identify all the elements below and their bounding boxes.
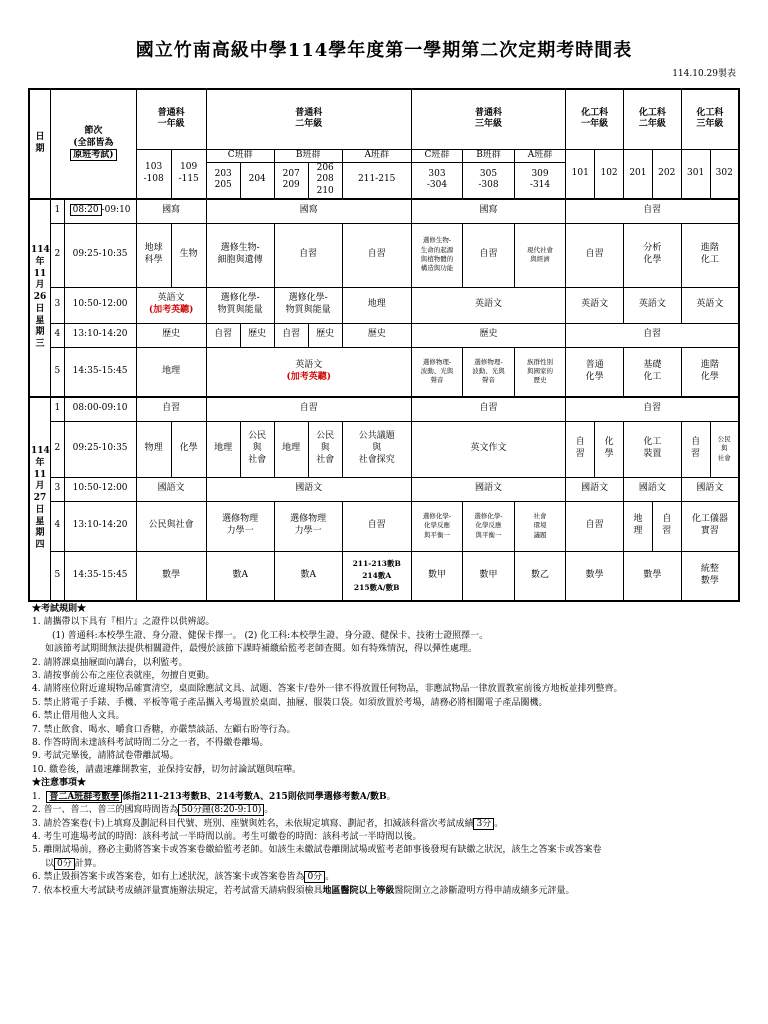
c-group-header: C班群	[411, 149, 463, 162]
exam-cell: 選修物理 力學一	[206, 501, 274, 551]
exam-cell: 自習	[566, 397, 739, 421]
header-hg1: 化工科 一年級	[566, 89, 624, 149]
rule-item: 9. 考試完畢後，請將試卷帶離試場。	[32, 751, 179, 762]
exam-cell: 自習	[274, 323, 308, 347]
exam-cell: 國語文	[136, 477, 206, 501]
rule-item: 2. 請將課桌抽屜面向講台，以利監考。	[32, 657, 188, 668]
exam-cell: 自習	[136, 397, 206, 421]
exam-cell: 數甲	[411, 551, 463, 601]
exam-cell: 統整 數學	[681, 551, 739, 601]
note-item: 5. 離開試場前，務必主動將答案卡或答案卷繳給監考老師。如該生未繳試卷離開試場或監考老師事後發現有缺繳之狀況，該生之答案卡或答案卷	[32, 845, 602, 856]
period-time: 08:00-09:10	[64, 397, 136, 421]
class-cell: 203 205	[206, 162, 240, 199]
day1-date: 114 年 11 月 26 日 星 期 三	[29, 199, 51, 397]
exam-cell: 地 理	[624, 501, 653, 551]
note-item: 以 0分 計算。	[45, 858, 102, 869]
exam-cell: 選修物理- 波動、光與 聲音	[463, 347, 515, 397]
exam-cell: 數學	[566, 551, 624, 601]
exam-cell: 英文作文	[411, 421, 566, 477]
exam-schedule-table	[28, 88, 740, 602]
exam-cell: 自習	[566, 501, 624, 551]
note-item: 6. 禁止毀損答案卡或答案卷，如有上述狀況，該答案卡或答案卷皆為 0分 。	[32, 872, 335, 883]
page-title: 國立竹南高級中學114學年度第一學期第二次定期考時間表	[135, 40, 633, 61]
exam-cell: 英語文	[566, 287, 624, 323]
rule-item: (1) 普通科:本校學生證、身分證、健保卡擇一。 (2) 化工科:本校學生證、身分證、健保卡、技術士證照擇一。	[52, 630, 489, 641]
exam-cell: 生物	[171, 223, 206, 287]
exam-cell: 歷史	[308, 323, 342, 347]
exam-cell: 英語文	[624, 287, 682, 323]
exam-cell: 選修化學- 化學反應 與平衡一	[463, 501, 515, 551]
exam-cell: 化 學	[595, 421, 624, 477]
exam-cell: 選修化學- 物質與能量	[206, 287, 274, 323]
exam-cell: 選修化學- 物質與能量	[274, 287, 342, 323]
class-cell: 303 -304	[411, 162, 463, 199]
exam-cell: 自習	[566, 323, 739, 347]
b-group-header: B班群	[274, 149, 342, 162]
exam-cell: 公民 與 社會	[308, 421, 342, 477]
exam-cell: 地理	[274, 421, 308, 477]
day2-date: 114 年 11 月 27 日 星 期 四	[29, 397, 51, 601]
header-pu3: 普通科 三年級	[411, 89, 566, 149]
exam-cell: 族群性別 與國家的 歷史	[514, 347, 566, 397]
notes-heading: ★注意事項★	[32, 778, 87, 789]
exam-cell: 普通 化學	[566, 347, 624, 397]
header-pu2: 普通科 二年級	[206, 89, 411, 149]
exam-cell: 數A	[206, 551, 274, 601]
exam-cell: 數學	[624, 551, 682, 601]
period-time: 13:10-14:20	[64, 323, 136, 347]
exam-cell: 國語文	[624, 477, 682, 501]
exam-cell: 211-213數B 214數A 215數A/數B	[342, 551, 411, 601]
exam-cell: 選修化學- 化學反應 與平衡一	[411, 501, 463, 551]
period-number: 2	[51, 421, 64, 477]
exam-cell: 選修生物- 細胞與遺傳	[206, 223, 274, 287]
period-time: 08:20 -09:10	[64, 199, 136, 223]
rule-item: 1. 請攜帶以下具有『相片』之證件以供辨認。	[32, 617, 215, 628]
period-number: 5	[51, 551, 64, 601]
rules-section	[32, 603, 740, 898]
note-item: 7. 依本校重大考試缺考成績評量實施辦法規定，若考試當天請病假須檢具地區醫院以上等級醫院開立之診斷證明方得申請成績多元評量。	[32, 885, 575, 896]
exam-cell: 國語文	[566, 477, 624, 501]
exam-cell: 選修生物- 生命的起源 與植物體的 構造與功能	[411, 223, 463, 287]
period-time: 09:25-10:35	[64, 421, 136, 477]
date-header: 日 期	[29, 89, 51, 199]
rule-item: 7. 禁止飲食、喝水、嚼食口香糖，亦嚴禁談話、左顧右盼等行為。	[32, 724, 296, 735]
exam-cell: 基礎 化工	[624, 347, 682, 397]
exam-cell: 選修物理- 波動、光與 聲音	[411, 347, 463, 397]
period-number: 5	[51, 347, 64, 397]
exam-cell: 公共議題 與 社會探究	[342, 421, 411, 477]
class-cell: 204	[240, 162, 274, 199]
header-pu1: 普通科 一年級	[136, 89, 206, 149]
period-time: 14:35-15:45	[64, 347, 136, 397]
note-item: 3. 請於答案卷(卡)上填寫及劃記科目代號、班別、座號與姓名，未依規定填寫、劃記者，扣減該科當次考試成績 3分 。	[32, 818, 504, 829]
class-cell: 305 -308	[463, 162, 515, 199]
rules-heading: ★考試規則★	[32, 604, 87, 614]
exam-cell: 歷史	[136, 323, 206, 347]
rule-item: 3. 請按事前公布之座位表就座，勿擅自更動。	[32, 671, 215, 682]
period-time: 10:50-12:00	[64, 287, 136, 323]
period-time: 10:50-12:00	[64, 477, 136, 501]
exam-cell: 自習	[206, 323, 240, 347]
period-time: 14:35-15:45	[64, 551, 136, 601]
exam-cell: 公民 與 社會	[240, 421, 274, 477]
period-time: 13:10-14:20	[64, 501, 136, 551]
exam-cell: 自 習	[566, 421, 595, 477]
period-time: 09:25-10:35	[64, 223, 136, 287]
period-number: 4	[51, 323, 64, 347]
exam-cell: 自習	[566, 199, 739, 223]
rule-item: 10. 繳卷後，請盡速離開教室，並保持安靜，切勿討論試題與喧嘩。	[32, 764, 302, 775]
period-number: 3	[51, 477, 64, 501]
note-item: 1. 普二A班群考數學 係指211-213考數B、214考數A、215則依同學選修考數A/數B。	[32, 791, 396, 802]
exam-cell: 社會 環境 議題	[514, 501, 566, 551]
exam-cell: 化學	[171, 421, 206, 477]
exam-cell: 自習	[342, 501, 411, 551]
exam-cell: 數乙	[514, 551, 566, 601]
exam-cell: 選修物理 力學一	[274, 501, 342, 551]
class-cell: 302	[710, 149, 739, 199]
class-cell: 102	[595, 149, 624, 199]
exam-cell: 自 習	[681, 421, 710, 477]
rule-item: 如該節考試期間無法提供相關證件，最慢於該節下課時補繳給監考老師查閱。如有特殊情況，得以彈性處理。	[45, 644, 478, 655]
period-number: 1	[51, 397, 64, 421]
exam-cell: 數甲	[463, 551, 515, 601]
exam-cell: 進階 化工	[681, 223, 739, 287]
class-cell: 211-215	[342, 162, 411, 199]
exam-cell: 數A	[274, 551, 342, 601]
exam-cell: 地理	[342, 287, 411, 323]
exam-cell: 公民 與 社會	[710, 421, 739, 477]
exam-cell: 自習	[342, 223, 411, 287]
exam-cell: 歷史	[411, 323, 566, 347]
exam-cell: 地球 科學	[136, 223, 171, 287]
header-hg2: 化工科 二年級	[624, 89, 682, 149]
exam-cell: 數學	[136, 551, 206, 601]
note-item: 4. 考生可進場考試的時間：該科考試一半時間以前。考生可繳卷的時間：該科考試一半時間以後。	[32, 831, 422, 842]
exam-cell: 地理	[206, 421, 240, 477]
class-cell: 201	[624, 149, 653, 199]
period-number: 1	[51, 199, 64, 223]
exam-cell: 現代社會 與經濟	[514, 223, 566, 287]
exam-cell: 國語文	[206, 477, 411, 501]
exam-cell: 化工儀器 實習	[681, 501, 739, 551]
exam-cell: 公民與社會	[136, 501, 206, 551]
exam-cell: 英語文	[681, 287, 739, 323]
class-cell: 101	[566, 149, 595, 199]
class-cell: 207 209	[274, 162, 308, 199]
rule-item: 5. 禁止將電子手錶、手機、平板等電子產品攜入考場置於桌面、抽屜、服裝口袋。如須放置於考場，請務必將相關電子產品關機。	[32, 697, 548, 708]
exam-cell: 分析 化學	[624, 223, 682, 287]
class-cell: 103 -108	[136, 149, 171, 199]
exam-cell: 自習	[411, 397, 566, 421]
class-cell: 202	[652, 149, 681, 199]
exam-cell: 自習	[206, 397, 411, 421]
rule-item: 6. 禁止借用他人文具。	[32, 711, 125, 722]
exam-cell: 地理	[136, 347, 206, 397]
class-cell: 109 -115	[171, 149, 206, 199]
period-number: 4	[51, 501, 64, 551]
a-group-header: A班群	[514, 149, 566, 162]
a-group-header: A班群	[342, 149, 411, 162]
exam-cell: 國寫	[206, 199, 411, 223]
exam-cell: 歷史	[342, 323, 411, 347]
exam-cell: 自習	[274, 223, 342, 287]
period-header: 節次 (全部皆為 原班考試)	[51, 89, 137, 199]
exam-cell: 國寫	[411, 199, 566, 223]
class-cell: 301	[681, 149, 710, 199]
period-number: 2	[51, 223, 64, 287]
exam-cell: 自習	[566, 223, 624, 287]
rule-item: 4. 請將座位附近違規物品確實清空，桌面除應試文具、試題、答案卡/卷外一律不得放置任何物品，非應試物品一律放置教室前後方地板並排列整齊。	[32, 684, 623, 695]
rule-item: 8. 作答時間未達該科考試時間二分之一者，不得繳卷離場。	[32, 738, 269, 749]
exam-cell: 自習	[463, 223, 515, 287]
class-cell: 309 -314	[514, 162, 566, 199]
exam-cell: 國語文	[411, 477, 566, 501]
exam-cell: 國語文	[681, 477, 739, 501]
exam-cell: 英語文 (加考英聽)	[206, 347, 411, 397]
note-item: 2. 普一、普二、普三的國寫時間皆為 50分鐘(8:20-9:10) 。	[32, 805, 274, 816]
exam-cell: 英語文	[411, 287, 566, 323]
exam-cell: 化工 裝置	[624, 421, 682, 477]
exam-cell: 進階 化學	[681, 347, 739, 397]
exam-cell: 自 習	[652, 501, 681, 551]
c-group-header: C班群	[206, 149, 274, 162]
exam-cell: 國寫	[136, 199, 206, 223]
header-hg3: 化工科 三年級	[681, 89, 739, 149]
exam-cell: 物理	[136, 421, 171, 477]
b-group-header: B班群	[463, 149, 515, 162]
period-number: 3	[51, 287, 64, 323]
exam-cell: 歷史	[240, 323, 274, 347]
class-cell: 206 208 210	[308, 162, 342, 199]
exam-cell: 英語文 (加考英聽)	[136, 287, 206, 323]
made-date: 114.10.29製表	[672, 69, 736, 79]
